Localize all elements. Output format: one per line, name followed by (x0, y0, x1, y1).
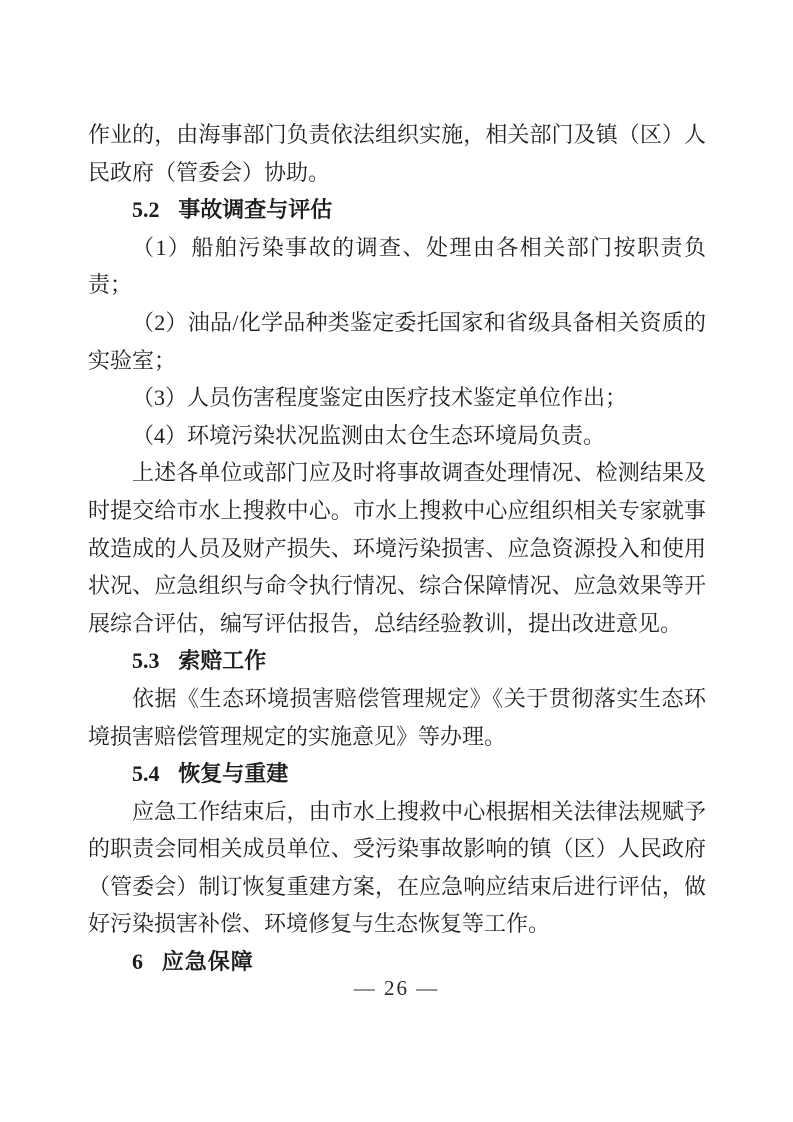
section-number: 6 (132, 949, 143, 975)
document-content (88, 116, 706, 981)
paragraph: （4）环境污染状况监测由太仓生态环境局负责。 (132, 422, 606, 448)
section-number: 5.2 (132, 197, 160, 223)
section-title: 事故调查与评估 (178, 197, 333, 223)
section-title: 恢复与重建 (178, 761, 289, 787)
section-number: 5.4 (132, 761, 160, 787)
section-number: 5.3 (132, 648, 160, 674)
paragraph: （1）船舶污染事故的调查、处理由各相关部门按职责负责； (88, 234, 706, 298)
section-heading-5-2 (88, 191, 706, 229)
paragraph: （3）人员伤害程度鉴定由医疗技术鉴定单位作出； (132, 385, 628, 411)
paragraph-continuation: 作业的，由海事部门负责依法组织实施，相关部门及镇（区）人民政府（管委会）协助。 (88, 122, 706, 185)
section-heading-5-4 (88, 755, 706, 793)
page-number: — 26 — (353, 976, 440, 1000)
paragraph: 上述各单位或部门应及时将事故调查处理情况、检测结果及时提交给市水上搜救中心。市水上搜救中心应组织相关专家就事故造成的人员及财产损失、环境污染损害、应急资源投入和使用状况、应急组织与命令执行情况、综合保障情况、应急效果等开展综合评估，编写评估报告，总结经验教训，提出改进意见。 (88, 460, 706, 636)
paragraph: （2）油品/化学品种类鉴定委托国家和省级具备相关资质的实验室； (88, 309, 706, 373)
section-heading-5-3 (88, 642, 706, 680)
paragraph: 依据《生态环境损害赔偿管理规定》《关于贯彻落实生态环境损害赔偿管理规定的实施意见》等办理。 (88, 685, 706, 749)
section-title: 索赔工作 (178, 648, 267, 674)
section-title: 应急保障 (161, 949, 254, 975)
paragraph: 应急工作结束后，由市水上搜救中心根据相关法律法规赋予的职责会同相关成员单位、受污染事故影响的镇（区）人民政府（管委会）制订恢复重建方案，在应急响应结束后进行评估，做好污染损害补偿、环境修复与生态恢复等工作。 (88, 798, 706, 937)
